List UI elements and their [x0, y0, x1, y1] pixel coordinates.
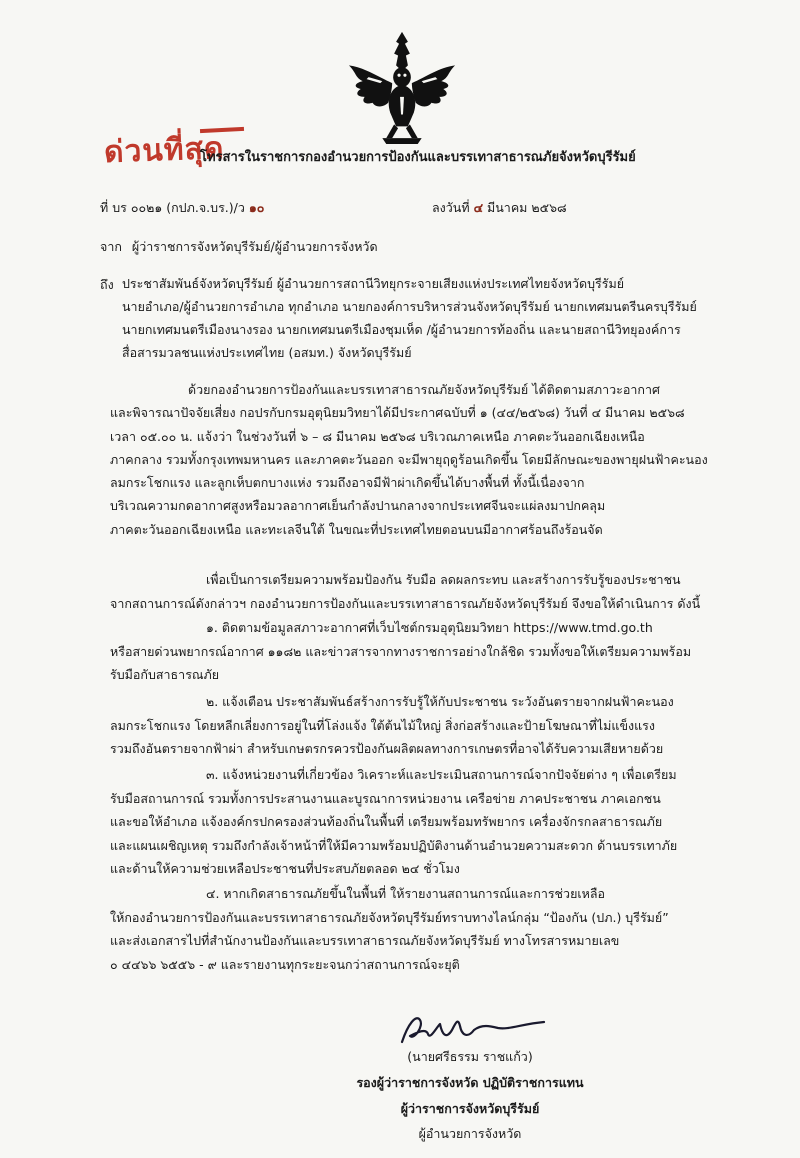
date-prefix: ลงวันที่ [432, 200, 470, 215]
from-label: จาก [100, 239, 122, 254]
urgent-stamp: ด่วนที่สุด [103, 130, 225, 171]
from-text: ผู้ว่าราชการจังหวัดบุรีรัมย์/ผู้อำนวยการจังหวัด [131, 239, 378, 254]
list-item-4 [110, 882, 669, 976]
paragraph-action [110, 568, 700, 615]
para-line: ภาคตะวันออกเฉียงเหนือ และทะเลจีนใต้ ในขณะที่ประเทศไทยตอนบนมีอากาศร้อนถึงร้อนจัด [110, 521, 603, 537]
reference-handwritten-number: ๑๐ [248, 200, 265, 215]
date-handwritten-day: ๔ [473, 200, 484, 215]
item-line: และแผนเผชิญเหตุ รวมถึงกำลังเจ้าหน้าที่ให้มีความพร้อมปฏิบัติงานด้านอำนวยความสะดวก ด้านบรรเทาภัย [110, 837, 678, 853]
item-line: และขอให้อำเภอ แจ้งองค์กรปกครองส่วนท้องถิ่นในพื้นที่ เตรียมพร้อมทรัพยากร เครื่องจักรกลสาธารณภัย [110, 814, 663, 829]
item-line: ให้กองอำนวยการป้องกันและบรรเทาสาธารณภัยจังหวัดบุรีรัมย์ทราบทางไลน์กลุ่ม “ป้องกัน (ปภ.) บุรีรัมย์” [110, 909, 669, 925]
item-line: รับมือกับสาธารณภัย [110, 667, 220, 682]
list-item-3 [110, 763, 677, 881]
item-line: ๐ ๔๔๖๖ ๖๕๕๖ - ๙ และรายงานทุกระยะจนกว่าสถานการณ์จะยุติ [110, 956, 460, 972]
paragraph-intro [110, 378, 708, 541]
para-line: ด้วยกองอำนวยการป้องกันและบรรเทาสาธารณภัยจังหวัดบุรีรัมย์ ได้ติดตามสภาวะอากาศ [188, 382, 660, 397]
signer-position: ผู้ว่าราชการจังหวัดบุรีรัมย์ [400, 1101, 540, 1116]
para-line: เพื่อเป็นการเตรียมความพร้อมป้องกัน รับมือ ลดผลกระทบ และสร้างการรับรู้ของประชาชน [206, 572, 681, 587]
to-line: นายอำเภอ/ผู้อำนวยการอำเภอ ทุกอำเภอ นายกองค์การบริหารส่วนจังหวัดบุรีรัมย์ นายกเทศมนตรีนครบุรีรัมย์ [122, 299, 697, 314]
garuda-emblem-icon [343, 28, 461, 146]
para-line: ภาคกลาง รวมทั้งกรุงเทพมหานคร และภาคตะวันออก จะมีพายุฤดูร้อนเกิดขึ้น โดยมีลักษณะของพายุฝนฟ้าคะนอง [110, 451, 708, 467]
to-line: นายกเทศมนตรีเมืองนางรอง นายกเทศมนตรีเมืองชุมเห็ด /ผู้อำนวยการท้องถิ่น และนายสถานีวิทยุองค์การ [122, 322, 681, 337]
list-item-1 [110, 616, 691, 687]
to-line: สื่อสารมวลชนแห่งประเทศไทย (อสมท.) จังหวัดบุรีรัมย์ [122, 345, 412, 360]
from-line [100, 237, 378, 257]
agency-header: โทรสารในราชการกองอำนวยการป้องกันและบรรเทาสาธารณภัยจังหวัดบุรีรัมย์ [200, 150, 636, 165]
date-month-year: มีนาคม ๒๕๖๘ [487, 200, 567, 215]
handwritten-signature [398, 1010, 548, 1050]
signer-title: รองผู้ว่าราชการจังหวัด ปฏิบัติราชการแทน [356, 1075, 584, 1090]
item-line: รวมถึงอันตรายจากฟ้าผ่า สำหรับเกษตรกรควรป้องกันผลิตผลทางการเกษตรที่อาจได้รับความเสียหายด้วย [110, 741, 664, 756]
reference-prefix: ที่ บร ๐๐๒๑ (กปภ.จ.บร.)/ว [100, 200, 245, 215]
signer-name: (นายศรีธรรม ราชแก้ว) [407, 1049, 533, 1064]
document-date [432, 198, 567, 218]
para-line: และพิจารณาปัจจัยเสี่ยง กอปรกับกรมอุตุนิยมวิทยาได้มีประกาศฉบับที่ ๑ (๔๔/๒๕๖๘) วันที่ ๔ มีนาคม ๒๕๖๘ [110, 405, 685, 421]
item-line: ๔. หากเกิดสาธารณภัยขึ้นในพื้นที่ ให้รายงานสถานการณ์และการช่วยเหลือ [206, 886, 606, 901]
to-line: ประชาสัมพันธ์จังหวัดบุรีรัมย์ ผู้อำนวยการสถานีวิทยุกระจายเสียงแห่งประเทศไทยจังหวัดบุรีรัมย์ [122, 276, 625, 291]
para-line: บริเวณความกดอากาศสูงหรือมวลอากาศเย็นกำลังปานกลางจากประเทศจีนจะแผ่ลงมาปกคลุม [110, 498, 606, 514]
reference-number [100, 198, 264, 218]
to-recipients [122, 272, 697, 364]
to-label: ถึง [100, 277, 114, 292]
item-line: รับมือสถานการณ์ รวมทั้งการประสานงานและบูรณาการหน่วยงาน เครือข่าย ภาคประชาชน ภาคเอกชน [110, 790, 661, 806]
list-item-2 [110, 690, 674, 761]
item-line: และด้านให้ความช่วยเหลือประชาชนที่ประสบภัยตลอด ๒๔ ชั่วโมง [110, 861, 460, 876]
item-line: ๒. แจ้งเตือน ประชาสัมพันธ์สร้างการรับรู้ให้กับประชาชน ระวังอันตรายจากฝนฟ้าคะนอง [206, 694, 674, 709]
signer-role: ผู้อำนวยการจังหวัด [418, 1126, 522, 1141]
item-line: ๑. ติดตามข้อมูลสภาวะอากาศที่เว็บไซต์กรมอุตุนิยมวิทยา https://www.tmd.go.th [206, 620, 653, 635]
para-line: เวลา ๐๕.๐๐ น. แจ้งว่า ในช่วงวันที่ ๖ – ๘ มีนาคม ๒๕๖๘ บริเวณภาคเหนือ ภาคตะวันออกเฉียงเหนือ [110, 428, 645, 444]
item-line: ลมกระโชกแรง โดยหลีกเลี่ยงการอยู่ในที่โล่งแจ้ง ใต้ต้นไม้ใหญ่ สิ่งก่อสร้างและป้ายโฆษณาที่ไม่แข็งแรง [110, 717, 656, 733]
item-line: ๓. แจ้งหน่วยงานที่เกี่ยวข้อง วิเคราะห์และประเมินสถานการณ์จากปัจจัยต่าง ๆ เพื่อเตรียม [206, 767, 677, 782]
item-line: และส่งเอกสารไปที่สำนักงานป้องกันและบรรเทาสาธารณภัยจังหวัดบุรีรัมย์ ทางโทรสารหมายเลข [110, 933, 620, 948]
para-line: จากสถานการณ์ดังกล่าวฯ กองอำนวยการป้องกันและบรรเทาสาธารณภัยจังหวัดบุรีรัมย์ จึงขอให้ดำเนินการ ดังนี้ [110, 595, 701, 611]
para-line: ลมกระโชกแรง และลูกเห็บตกบางแห่ง รวมถึงอาจมีฟ้าผ่าเกิดขึ้นได้บางพื้นที่ ทั้งนี้เนื่องจาก [110, 475, 585, 491]
item-line: หรือสายด่วนพยากรณ์อากาศ ๑๑๘๒ และข่าวสารจากทางราชการอย่างใกล้ชิด รวมทั้งขอให้เตรียมความพร้อม [110, 643, 692, 659]
